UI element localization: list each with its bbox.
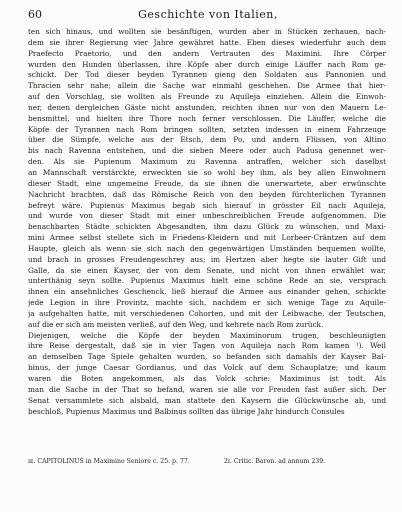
text-line: an Mannschaft verstärckte, erweckten sie so wohl bey ihm, als bey allen Einwohnern [28,167,386,177]
text-line: Galle, da sie einen Kayser, der von dem Senate, und nicht von ihnen erwählet war, [28,265,386,275]
text-line: ihre Reise dergestalt, daß sie in vier Tagen von Aquileja nach Rom kamen ¹). Weil [28,341,386,351]
text-line: auf den Vorschlag, sie wollten als Freunde zu Aquileja einziehen. Allein die Einwoh- [28,92,386,102]
text-line: Köpfe der Tyrannen nach Rom bringen sollten, setzten indessen in einem Fahrzeuge [28,124,386,134]
text-line: unterthänig seyn sollte. Pupienus Maximus hielt eine schöne Rede an sie, versprach [28,276,386,286]
text-line: dieser Stadt, eine ungemeine Freude, da sie ihnen die unerwartete, aber erwünschte [28,178,386,188]
text-line: wurden den Hunden überlassen, ihre Köpfe aber durch einige Läuffer nach Rom ge- [28,59,386,69]
page-number: 60 [28,8,42,21]
text-line: den. Als sie Pupienum Maximum zu Ravenna antraffen, welcher sich daselbst [28,157,386,167]
body-text [28,27,386,417]
text-line: jede Legion in ihre Provintz, machte sich, nachdem er sich wenige Tage zu Aquile- [28,298,386,308]
footnote-right: 2ɪ. Critic. Baron. ad annum 239. [224,458,326,465]
text-line: waren die Boten angekommen, als das Volck schrie: Maximinus ist todt. Als [28,374,386,383]
text-line: dem sie ihrer Regierung vier Jahre gewähret hatte. Eben dieses wiederfuhr auch dem [28,37,386,47]
text-line: an demselben Tage Spiele gehalten wurden, so befanden sich damahls der Kayser Bal- [28,352,386,362]
text-line: schickt. Der Tod dieser beyden Tyrannen gieng den Soldaten aus Pannonien und [28,70,386,80]
text-line: Praefecto Praetorio, und den andern Vertrauten des Maximini. Ihre Cörper [28,48,386,58]
text-line: auf die er sich am meisten verließ, auf den Weg, und kehrete nach Rom zurück. [28,319,324,329]
text-line: binus, der junge Caesar Gordianus, und das Volck auf dem Schauplatze; und kaum [28,363,386,373]
text-line: ten sich hinaus, und wollten sie besänftigen, wurden aber in Stücken zerhauen, nach- [28,27,386,36]
text-line: Thracien sehr nahe; allein die Sache war einmahl geschehen. Die Armee that hier- [28,81,386,91]
text-line: Diejenigen, welche die Köpfe der beyden Maximinorum trugen, beschleunigten [28,330,386,340]
text-line: ihnen ein ansehnliches Geschenck, ließ hierauf die Armee aus einander gehen, schickte [28,287,386,297]
text-line: beschloß, Pupienus Maximus und Balbinus sollten das übrige Jahr hindurch Consules [28,406,345,416]
text-line: bis nach Ravenna entstehen, und die sieben Meere oder auch Padusa genennet wer- [28,146,386,156]
running-title: Geschichte von Italien, [138,8,278,21]
text-line: über die Sümpfe, welche aus der Etsch, dem Po, und andern Flüssen, von Altino [28,135,386,145]
text-line: und brach in grosses Freudengeschrey aus; im Hertzen aber hegte sie lauter Gift und [28,254,386,264]
footnote-left: ɪᴇ. CAPITOLINUS in Maximino Seniore c. 25. p. 77. [28,458,190,465]
text-line: befreyt wäre. Pupienus Maximus begab sich hierauf in grösster Eil nach Aquileja, [28,200,386,210]
text-line: man die Sache in der That so befand, waren sie alle vor Freuden fast außer sich. Der [28,384,386,394]
text-line: ner, denen dergleichen Gäste nicht anstunden, reichten ihnen nur von den Mauern Le- [28,102,386,112]
page-header [28,8,388,26]
footnotes [28,458,386,470]
text-line: Nachricht brachten, daß das Römische Reich von den beyden fürchterlichen Tyrannen [28,189,386,199]
text-line: Haupte, gleich als wenn sie sich nach den gegenwärtigen Umständen bequemen wollte, [28,243,386,253]
text-line: benachbarten Städte schickten Abgesandten, ihm dazu Glück zu wünschen, und Maxi- [28,222,386,232]
text-line: Senat versammlete sich alsbald, man stattete den Kaysern die Glückwünsche ab, und [28,395,386,405]
text-line: ja aufgehalten hatte, mit verschiedenen Cohorten, und mit der Leibwache, der Teutschen, [28,308,386,318]
text-line: bensmittel, und hielten ihre Thore noch ferner verschlossen. Die Läuffer, welche die [28,113,386,123]
text-line: und wurde von dieser Stadt mit einer unbeschreiblichen Freude aufgenommen. Die [28,211,386,221]
text-line: mini Armee selbst stellete sich in Friedens-Kleidern und mit Lorbeer-Cräntzen auf dem [28,233,386,243]
